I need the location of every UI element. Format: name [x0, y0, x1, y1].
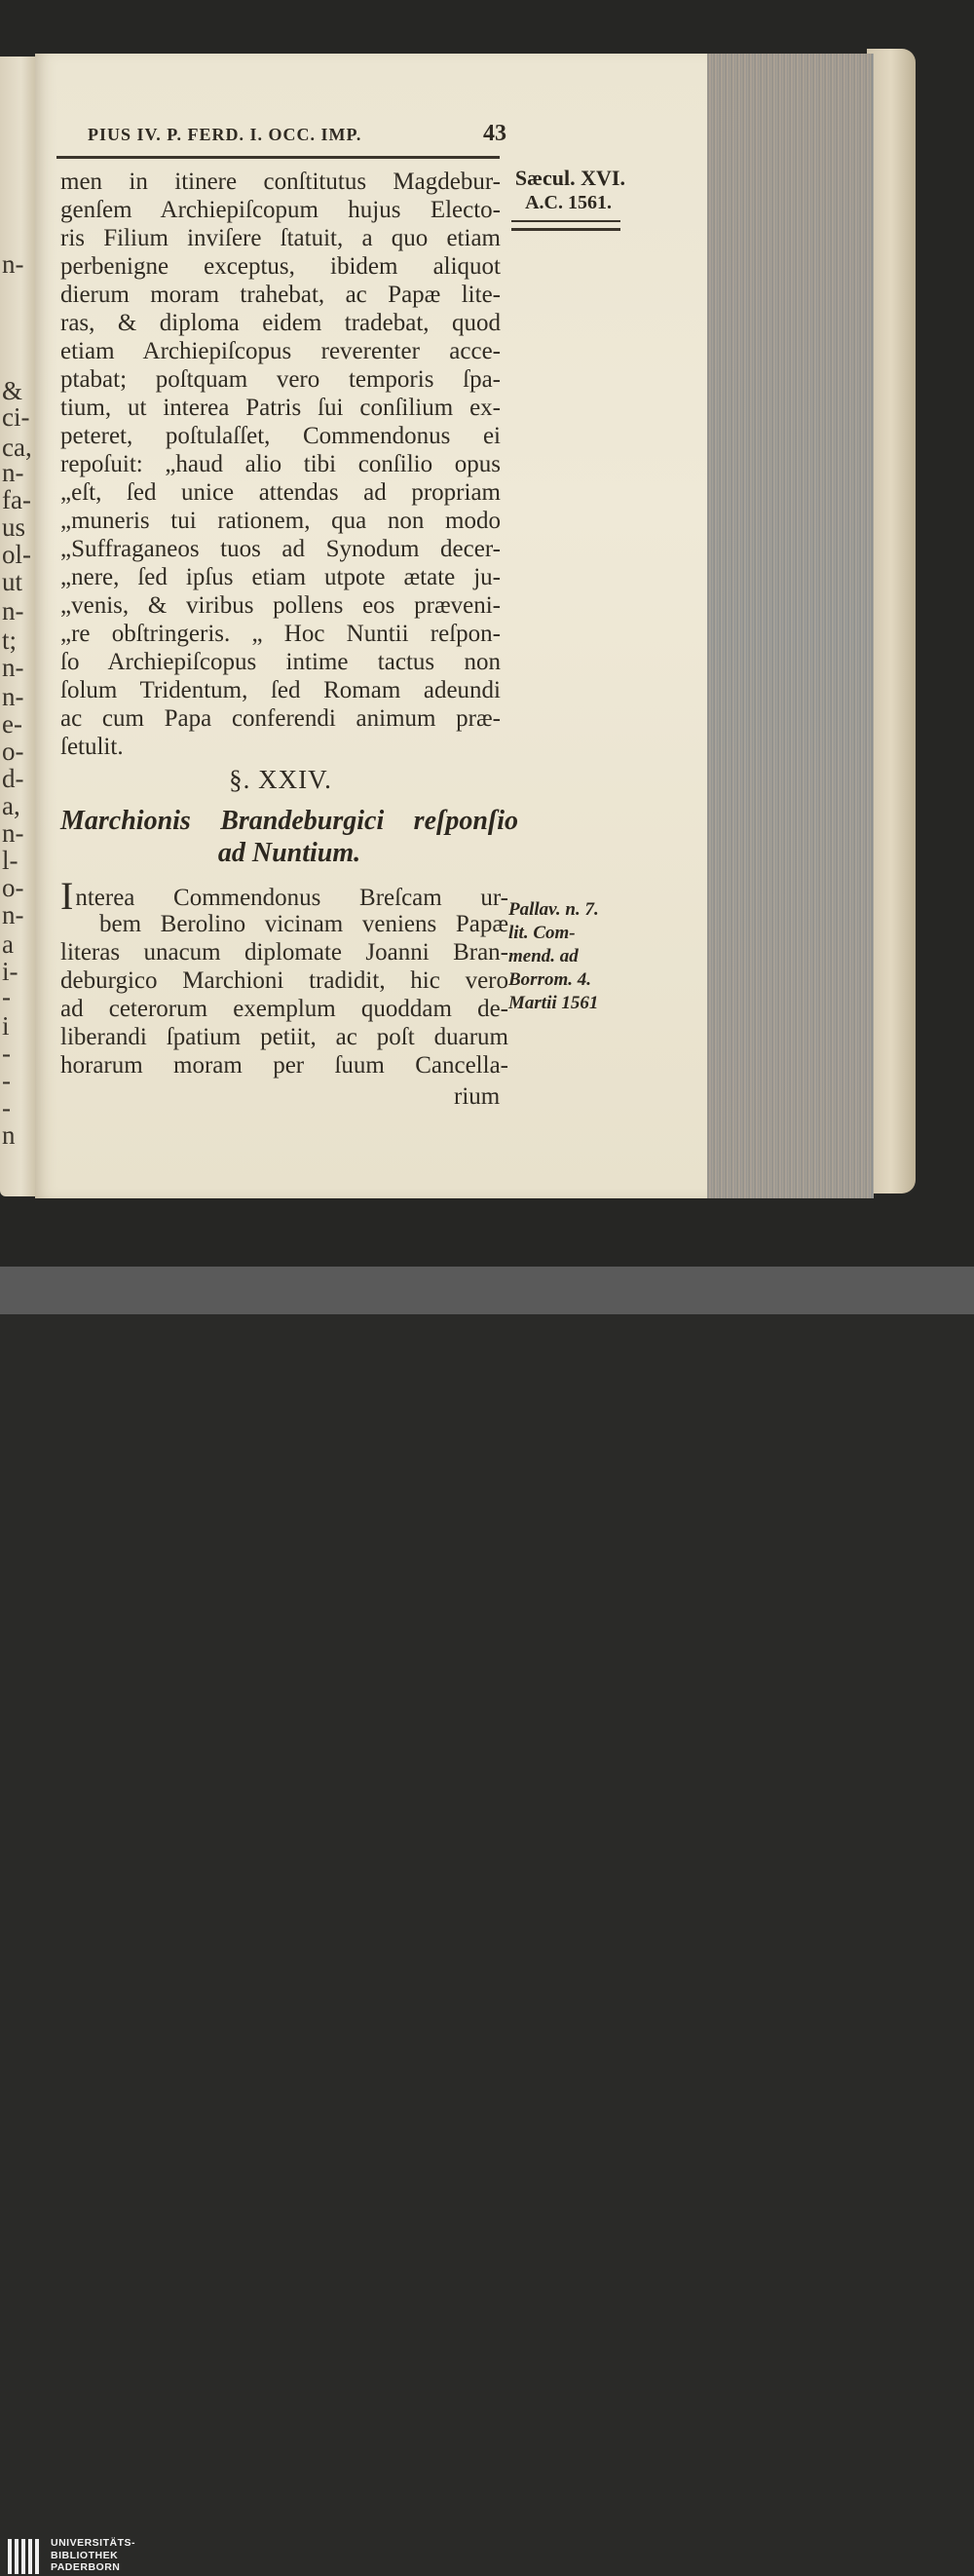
margin-date-note	[499, 166, 625, 214]
left-page-fragment: ut	[2, 567, 23, 596]
text-line: ad ceterorum exemplum quoddam de-	[60, 996, 508, 1022]
left-page-fragment: n-	[2, 653, 24, 682]
paragraph-1	[60, 168, 501, 761]
text-line: „eſt, ſed unice attendas ad propriam	[60, 479, 501, 506]
text-line: ſetulit.	[60, 734, 124, 760]
text-line: „re obſtringeris. „ Hoc Nuntii reſpon-	[60, 621, 501, 647]
left-page-fragment: i	[2, 1011, 10, 1041]
left-page-fragment: n	[2, 1120, 16, 1150]
margin-citation-line: Martii 1561	[508, 993, 599, 1013]
left-page-fragment: ci-	[2, 402, 30, 432]
left-page-fragment: us	[2, 512, 26, 542]
left-page-fragment: o-	[2, 873, 24, 902]
left-page-fragment: ca,	[2, 433, 32, 462]
text-line: ras, & diploma eidem tradebat, quod	[60, 310, 501, 336]
left-page-fragment: a,	[2, 791, 20, 820]
text-line: ac cum Papa conferendi animum præ-	[60, 705, 501, 732]
text-line: liberandi ſpatium petiit, ac poſt duarum	[60, 1024, 508, 1050]
left-page-edge	[0, 57, 35, 1196]
left-page-fragment: e-	[2, 709, 22, 739]
section-heading	[60, 805, 518, 869]
text-line: repoſuit: „haud alio tibi conſilio opus	[60, 451, 501, 477]
left-page-fragment: fa-	[2, 485, 31, 514]
left-page-fragment: -	[2, 1039, 11, 1068]
running-header	[88, 121, 506, 148]
text-line: ſolum Tridentum, ſed Romam adeundi	[60, 677, 501, 703]
left-page-fragment: o-	[2, 737, 24, 766]
margin-year: A.C. 1561.	[525, 192, 612, 213]
margin-citation	[508, 898, 645, 1015]
heading-line-1: Marchionis Brandeburgici reſponſio	[60, 806, 518, 836]
left-page-fragment: -	[2, 1093, 11, 1122]
section-number: §. XXIV.	[229, 765, 332, 794]
left-page-fragment: a	[2, 929, 14, 959]
left-page-fragment: n-	[2, 818, 24, 848]
text-line: ris Filium inviſere ſtatuit, a quo etiam	[60, 225, 501, 251]
drop-cap: I	[60, 882, 74, 910]
text-line: „venis, & viribus pollens eos præveni-	[60, 592, 501, 619]
text-line: literas unacum diplomate Joanni Bran-	[60, 939, 508, 966]
left-page-fragment: ol-	[2, 540, 31, 569]
text-line: genſem Archiepiſcopum hujus Electo-	[60, 197, 501, 223]
left-page-fragment: -	[2, 982, 11, 1011]
book-cover-edge	[867, 49, 916, 1193]
text-line: perbenigne exceptus, ibidem aliquot	[60, 253, 501, 280]
text-line: „nere, ſed ipſus etiam utpote ætate ju-	[60, 564, 501, 590]
left-page-fragment: &	[2, 376, 23, 405]
catchword: rium	[454, 1083, 501, 1110]
library-name: UNIVERSITÄTS- BIBLIOTHEK PADERBORN	[51, 2537, 136, 2573]
text-line: tium, ut interea Patris ſui conſilium ex-	[60, 395, 501, 421]
left-page-fragment: n-	[2, 900, 24, 929]
text-line: ſo Archiepiſcopus intime tactus non	[60, 649, 501, 675]
left-page-fragment: d-	[2, 764, 24, 793]
margin-citation-line: Borrom. 4.	[508, 969, 591, 990]
text-line: bem Berolino vicinam veniens Papæ	[99, 911, 508, 937]
margin-citation-line: Pallav. n. 7.	[508, 899, 599, 920]
text-line: dierum moram trahebat, ac Papæ lite-	[60, 282, 501, 308]
left-page-fragment: i-	[2, 957, 19, 986]
left-page-fragment: n-	[2, 249, 24, 279]
library-logo	[8, 2537, 261, 2576]
text-line: peteret, poſtulaſſet, Commendonus ei	[60, 423, 501, 449]
left-page-fragment: t;	[2, 625, 18, 655]
text-line: deburgico Marchioni tradidit, hic vero	[60, 967, 508, 994]
paragraph-2	[60, 882, 508, 1080]
heading-line-2: ad Nuntium.	[217, 838, 361, 868]
text-line: „muneris tui rationem, qua non modo	[60, 508, 501, 534]
left-page-fragment: l-	[2, 846, 19, 875]
text-line: etiam Archiepiſcopus reverenter acce-	[60, 338, 501, 364]
text-line: men in itinere conſtitutus Magdebur-	[60, 169, 501, 195]
text-line: ptabat; poſtquam vero temporis ſpa-	[60, 366, 501, 393]
left-page-fragment: -	[2, 1066, 11, 1095]
left-page-fragment: n-	[2, 596, 24, 625]
paragraph-2-first-line: Interea Commendonus Breſcam ur-	[60, 882, 508, 910]
footer-band	[0, 1267, 974, 2573]
page-number: 43	[483, 121, 506, 146]
header-rule	[56, 156, 500, 159]
text-line: „Suffraganeos tuos ad Synodum decer-	[60, 536, 501, 562]
margin-rule	[511, 220, 620, 231]
margin-century: Sæcul. XVI.	[514, 166, 625, 190]
text-line: horarum moram per ſuum Cancella-	[60, 1052, 508, 1079]
margin-citation-line: mend. ad	[508, 946, 579, 966]
library-logo-icon	[8, 2539, 41, 2574]
scan-background	[0, 0, 974, 1267]
left-page-fragment: n-	[2, 458, 24, 487]
running-title: PIUS IV. P. FERD. I. OCC. IMP.	[88, 125, 362, 144]
left-page-fragment: n-	[2, 682, 24, 711]
margin-citation-line: lit. Com-	[508, 923, 576, 943]
